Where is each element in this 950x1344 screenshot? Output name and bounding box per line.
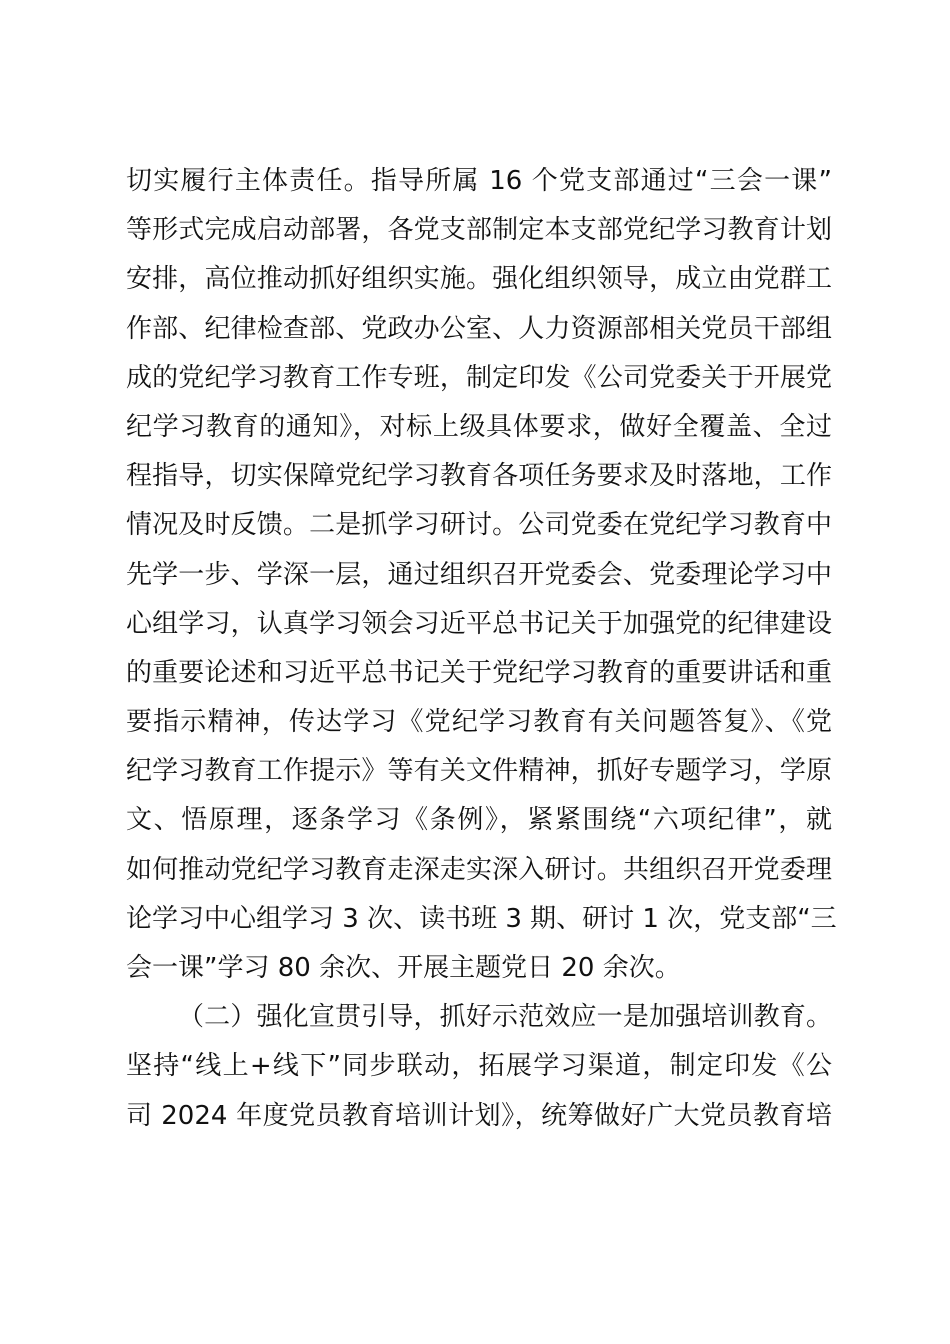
text-line: 如何推动党纪学习教育走深走实深入研讨。共组织召开党委理 [126,854,832,885]
text-line: 心组学习，认真学习领会习近平总书记关于加强党的纪律建设 [126,608,832,639]
body-text [126,157,837,1141]
text-line: 会一课”学习 80 余次、开展主题党日 20 余次。 [126,953,681,983]
text-line: 要指示精神，传达学习《党纪学习教育有关问题答复》、《党 [126,707,832,738]
text-line: 程指导，切实保障党纪学习教育各项任务要求及时落地，工作 [126,461,832,492]
text-line: 安排，高位推动抓好组织实施。强化组织领导，成立由党群工 [126,264,832,295]
text-line: 文、悟原理，逐条学习《条例》，紧紧围绕“六项纪律”，就 [126,805,832,836]
text-line: 切实履行主体责任。指导所属 16 个党支部通过“三会一课” [126,166,832,196]
section-heading-line: （二）强化宣贯引导，抓好示范效应一是加强培训教育。 [178,1002,832,1033]
text-line: 纪学习教育工作提示》等有关文件精神，抓好专题学习，学原 [126,756,832,787]
text-line: 情况及时反馈。二是抓学习研讨。公司党委在党纪学习教育中 [126,510,832,541]
text-line: 等形式完成启动部署，各党支部制定本支部党纪学习教育计划 [126,215,832,246]
text-line: 作部、纪律检查部、党政办公室、人力资源部相关党员干部组 [126,313,832,344]
text-line: 成的党纪学习教育工作专班，制定印发《公司党委关于开展党 [126,362,832,393]
text-line: 先学一步、学深一层，通过组织召开党委会、党委理论学习中 [126,559,832,590]
text-line: 纪学习教育的通知》，对标上级具体要求，做好全覆盖、全过 [126,411,832,442]
text-line: 的重要论述和习近平总书记关于党纪学习教育的重要讲话和重 [126,657,832,688]
text-line: 司 2024 年度党员教育培训计划》，统筹做好广大党员教育培 [126,1100,832,1131]
text-line: 论学习中心组学习 3 次、读书班 3 期、研讨 1 次，党支部“三 [126,903,837,934]
text-line: 坚持“线上+线下”同步联动，拓展学习渠道，制定印发《公 [126,1051,832,1082]
